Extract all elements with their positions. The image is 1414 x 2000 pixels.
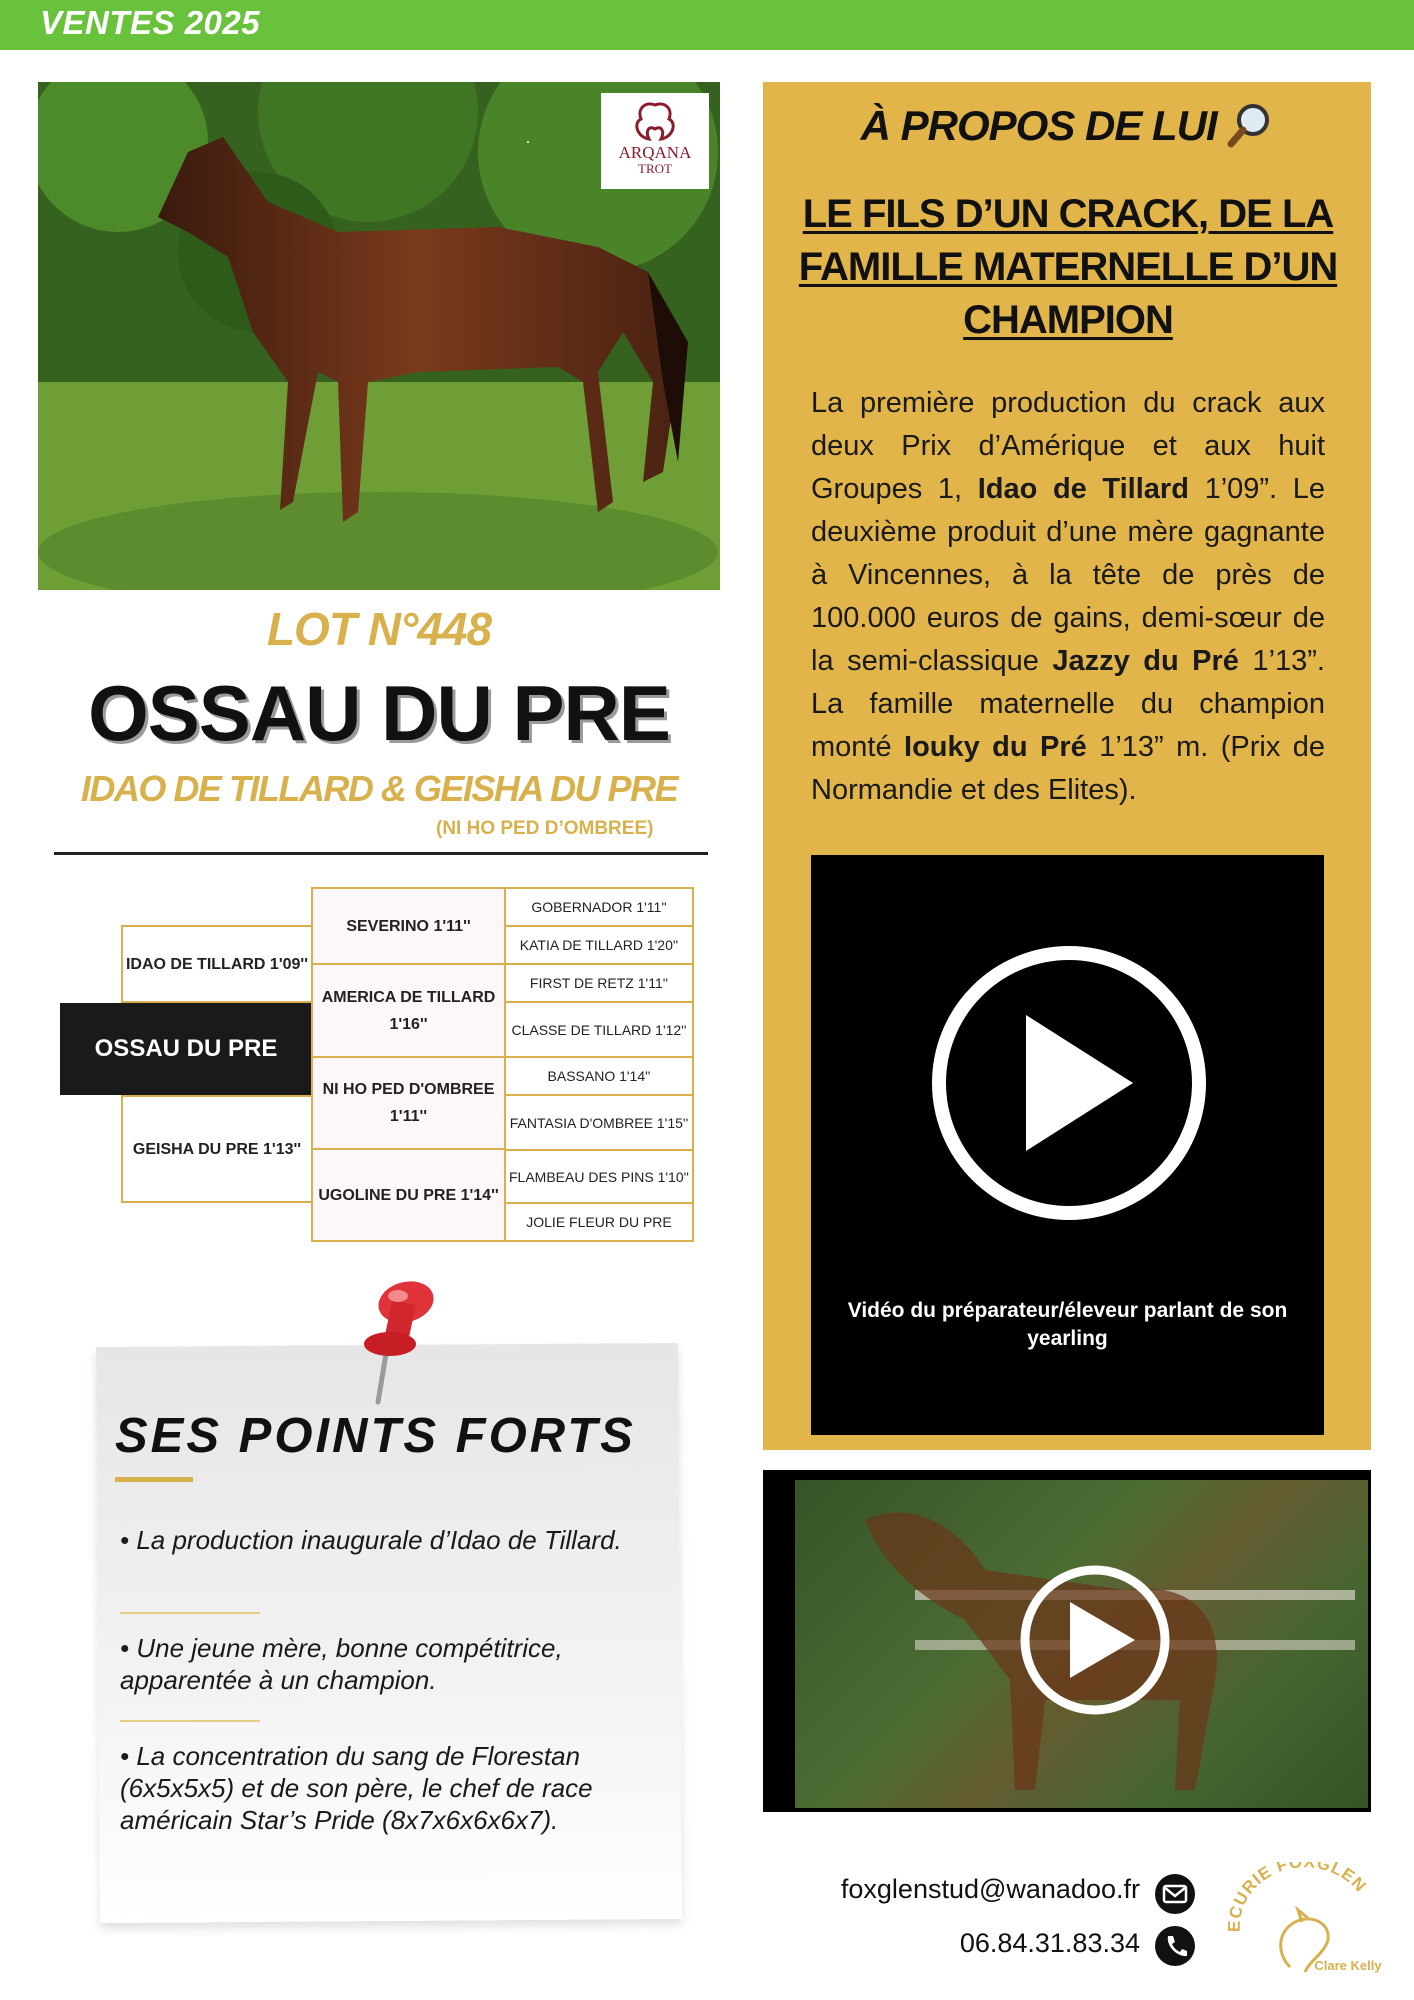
horse-parents: IDAO DE TILLARD & GEISHA DU PRE (80, 768, 678, 809)
strength-separator (120, 1612, 260, 1614)
about-bold-sire: Idao de Tillard (977, 473, 1189, 505)
strength-item: • La production inaugurale d’Idao de Tillard. (120, 1525, 622, 1555)
pedigree-grandparent: NI HO PED D'OMBREE 1'11'' (311, 1056, 506, 1150)
pedigree-dam: GEISHA DU PRE 1'13'' (121, 1095, 313, 1203)
contact-email[interactable]: foxglenstud@wanadoo.fr (840, 1874, 1140, 1904)
pedigree-grandparent: UGOLINE DU PRE 1'14'' (311, 1148, 506, 1242)
about-bold-champion: Iouky du Pré (904, 731, 1087, 763)
arqana-horse-icon (625, 99, 685, 147)
about-text-part: La première production du crack aux deux Prix d’Amérique et aux huit Groupes 1, (811, 387, 1325, 505)
pedigree-great-grandparent: FIRST DE RETZ 1'11'' (504, 963, 694, 1003)
pedigree-grandparent: AMERICA DE TILLARD 1'16'' (311, 963, 506, 1058)
pedigree-great-grandparent: FANTASIA D'OMBREE 1'15'' (504, 1094, 694, 1151)
about-title-text: À PROPOS DE LUI (860, 102, 1217, 149)
pedigree-grandparent: SEVERINO 1'11'' (311, 887, 506, 965)
about-text-part: 1’09”. Le deuxième produit d’une mère gagnante à Vincennes, à la tête de près de 100.000 euros de gains, demi-sœur de la semi-classique (811, 473, 1326, 677)
horse-name: OSSAU DU PRE (88, 669, 670, 757)
pedigree-great-grandparent: KATIA DE TILLARD 1'20'' (504, 925, 694, 965)
pedigree-great-grandparent: GOBERNADOR 1'11'' (504, 887, 694, 927)
arqana-logo-line1: ARQANA (618, 143, 692, 162)
dam-sire: (NI HO PED D’OMBREE) (436, 818, 654, 839)
magnifier-icon (1227, 102, 1273, 148)
pedigree-great-grandparent: JOLIE FLEUR DU PRE (504, 1202, 694, 1242)
pedigree-horse: OSSAU DU PRE (60, 1003, 312, 1095)
about-title (763, 102, 1371, 150)
contact-phone[interactable]: 06.84.31.83.34 (959, 1928, 1140, 1958)
pedigree-great-grandparent: BASSANO 1'14'' (504, 1056, 694, 1096)
strengths-title: SES POINTS FORTS (115, 1409, 636, 1463)
strengths-underline (115, 1477, 193, 1482)
logo-arc-text: ECURIE FO GLEN (1224, 1862, 1371, 1933)
about-text-part: 1’13”. La famille maternelle du champion monté (811, 645, 1325, 763)
lot-number: LOT N°448 (266, 603, 492, 655)
about-text-part: 1’13” m. (Prix de Normandie et des Elites). (811, 731, 1325, 806)
about-bold-sister: Jazzy du Pré (1052, 645, 1239, 677)
logo-signature: Clare Kelly (1314, 1958, 1382, 1973)
strength-separator (120, 1720, 260, 1722)
video-caption: Vidéo du préparateur/éleveur parlant de son yearling (847, 1299, 1288, 1350)
strength-item: • La concentration du sang de Florestan (6x5x5x5) et de son père, le chef de race américain Star’s Pride (8x7x6x6x6x7). (120, 1741, 593, 1835)
divider (54, 852, 708, 855)
video-thumbnail (795, 1480, 1368, 1808)
pedigree-great-grandparent: FLAMBEAU DES PINS 1'10'' (504, 1149, 694, 1204)
banner-title: VENTES 2025 (40, 4, 261, 41)
mail-icon (1155, 1874, 1195, 1914)
horse-video[interactable] (795, 1480, 1368, 1808)
arqana-logo (601, 93, 709, 189)
strength-item: • Une jeune mère, bonne compétitrice, apparentée à un champion. (120, 1633, 563, 1695)
pedigree-sire: IDAO DE TILLARD 1'09'' (121, 925, 313, 1003)
about-paragraph (811, 382, 1325, 812)
phone-icon (1155, 1926, 1195, 1966)
arqana-logo-line2: TROT (638, 161, 672, 176)
pedigree-great-grandparent: CLASSE DE TILLARD 1'12'' (504, 1001, 694, 1058)
about-subtitle: LE FILS D’UN CRACK, DE LA FAMILLE MATERNELLE D’UN CHAMPION (798, 192, 1338, 342)
pushpin-icon (348, 1272, 448, 1412)
ecurie-foxglen-logo (1220, 1862, 1390, 1982)
